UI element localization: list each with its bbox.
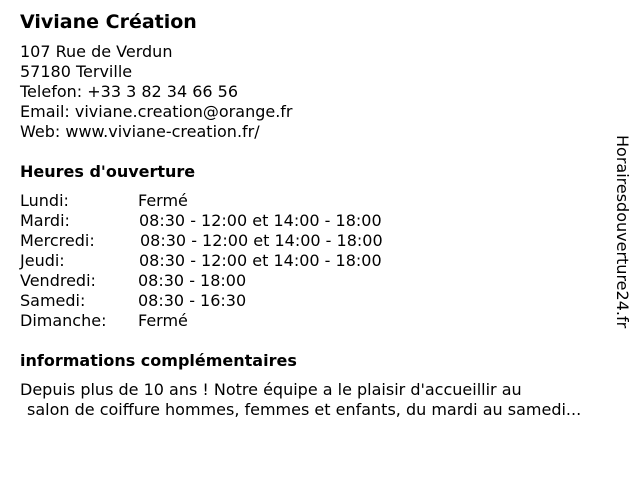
info-line-1: Depuis plus de 10 ans ! Notre équipe a le plaisir d'accueillir au: [20, 380, 522, 399]
hours-time: 08:30 - 12:00 et 14:00 - 18:00: [139, 211, 382, 230]
hours-row-thursday: [20, 251, 610, 271]
hours-row-monday: [20, 191, 610, 211]
hours-day: Lundi:: [20, 191, 69, 210]
hours-day: Jeudi:: [20, 251, 65, 270]
address-city: 57180 Terville: [20, 62, 133, 81]
address-street: 107 Rue de Verdun: [20, 42, 173, 61]
hours-time: 08:30 - 18:00: [138, 271, 247, 290]
hours-time: Fermé: [138, 311, 188, 330]
business-name: Viviane Création: [20, 11, 197, 33]
hours-table: [20, 191, 610, 331]
watermark-site-name: Horairesdouverture24.fr: [613, 135, 632, 329]
hours-row-wednesday: [20, 231, 610, 251]
hours-heading: Heures d'ouverture: [20, 162, 196, 181]
hours-day: Mercredi:: [20, 231, 95, 250]
info-description: [20, 380, 610, 420]
hours-day: Mardi:: [20, 211, 70, 230]
info-heading: informations complémentaires: [20, 351, 297, 370]
hours-time: 08:30 - 12:00 et 14:00 - 18:00: [139, 251, 382, 270]
info-line-2: salon de coiffure hommes, femmes et enfants, du mardi au samedi...: [27, 400, 582, 419]
hours-time: 08:30 - 12:00 et 14:00 - 18:00: [140, 231, 383, 250]
hours-row-saturday: [20, 291, 610, 311]
phone-line: Telefon: +33 3 82 34 66 56: [20, 82, 239, 101]
hours-row-friday: [20, 271, 610, 291]
hours-day: Samedi:: [20, 291, 86, 310]
hours-row-tuesday: [20, 211, 610, 231]
email-line: Email: viviane.creation@orange.fr: [20, 102, 293, 121]
web-line: Web: www.viviane-creation.fr/: [20, 122, 260, 141]
hours-row-sunday: [20, 311, 610, 331]
hours-day: Vendredi:: [20, 271, 96, 290]
hours-time: 08:30 - 16:30: [138, 291, 247, 310]
hours-time: Fermé: [138, 191, 188, 210]
business-card: [20, 10, 610, 420]
hours-day: Dimanche:: [20, 311, 107, 330]
